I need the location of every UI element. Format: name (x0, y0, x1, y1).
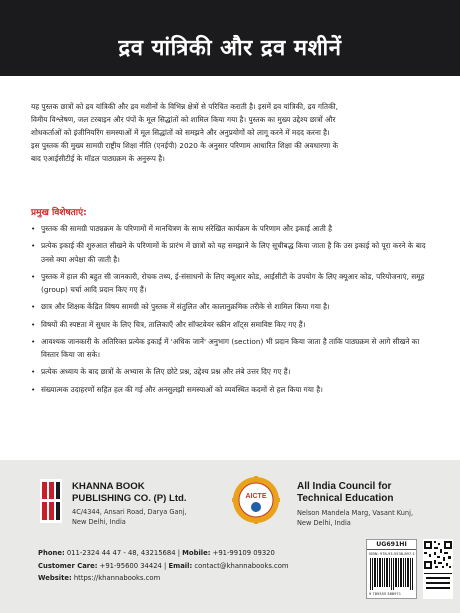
barcode-icon (370, 558, 413, 590)
email-label: Email: (168, 561, 193, 570)
feature-item: • प्रत्येक अध्याय के बाद छात्रों के अभ्यास के लिए छोटे प्रश्न, उद्देश्य प्रश्न और लंबे उत्तर दिए गए हैं। (31, 365, 439, 378)
aicte-address (297, 508, 413, 529)
feature-item: • विषयों की स्पष्टता में सुधार के लिए चित्र, तालिकाएँ और सॉफ्टवेयर स्क्रीन शॉट्स समाविष्ट किए गए हैं। (31, 318, 439, 331)
intro-line: बाद एआईसीटीई के मॉडल पाठ्यक्रम के अनुरूप है। (31, 154, 165, 164)
feature-item: • आवश्यक जानकारी के अतिरिक्त प्रत्येक इकाई में 'अधिक जानें' अनुभाग (section) भी प्रदान किया जाता है ताकि पाठ्यक्रम से आगे सीखने का विस्तार किया जा सके। (31, 335, 439, 362)
features-list (31, 222, 439, 400)
customer-care-label: Customer Care: (38, 561, 98, 570)
intro-paragraph (31, 100, 431, 165)
feature-item: • पुस्तक की सामग्री पाठ्यक्रम के परिणामों में मानचित्रण के साथ संरेखित कार्यक्रम के परिणाम और इकाई आती है (31, 222, 439, 235)
aicte-address-line: New Delhi, India (297, 519, 351, 528)
feature-item: • पुस्तक में हाल की बहुत सी जानकारी, रोचक तथ्य, ई-संसाधनों के लिए क्यूआर कोड, आईसीटी के उपयोग के लिए क्यूआर कोड, परियोजनाएं, समूह (group) चर्चा आदि प्रदान किए गए हैं। (31, 270, 439, 297)
intro-line: शोधकर्ताओं को इंजीनियरिंग समस्याओं में मूल सिद्धांतों को समझने और अनुप्रयोगों को लागू करने में मदद करना है। (31, 128, 330, 138)
contact-care-row: Customer Care: +91-95600 34424 | Email: contact@khannabooks.com (38, 561, 289, 570)
publisher-address (72, 507, 187, 528)
aicte-name (297, 481, 394, 505)
mobile-label: Mobile: (182, 549, 211, 557)
publisher-address-line: New Delhi, India (72, 518, 126, 527)
publisher-address-line: 4C/4344, Ansari Road, Darya Ganj, (72, 508, 187, 516)
publisher-name-line: PUBLISHING CO. (P) Ltd. (72, 493, 187, 504)
aicte-name-line: All India Council for (297, 481, 392, 492)
publisher-name-line: KHANNA BOOK (72, 481, 145, 492)
publisher-name (72, 481, 187, 505)
product-code: UG691HI (367, 540, 416, 550)
feature-item: • प्रत्येक इकाई की शुरुआत सीखने के परिणामों के प्रारंभ में छात्रों को यह समझाने के लिए सूचीबद्ध किया जाता है कि उस इकाई को पूरा करने के बाद उनसे क्या अपेक्षा की जाती है। (31, 239, 439, 266)
aicte-logo-text: AICTE (245, 493, 267, 500)
aicte-address-line: Nelson Mandela Marg, Vasant Kunj, (297, 509, 414, 517)
barcode-box (366, 539, 417, 599)
phone-label: Phone: (38, 549, 65, 557)
contact-block (38, 547, 289, 585)
features-heading: प्रमुख विशेषताएं: (31, 208, 87, 218)
intro-line: इस पुस्तक की मुख्य सामग्री राष्ट्रीय शिक्षा नीति (एनईपी) 2020 के अनुसार परिणाम आधारित शिक्षा की अवधारणा के (31, 141, 339, 151)
feature-item: • संख्यात्मक उदाहरणों सहित हल की गई और अनसुलझी समस्याओं को व्यवस्थित कदमों से हल किया गया है। (31, 383, 439, 396)
phone-value: 011-2324 44 47 - 48, 43215684 (66, 549, 176, 557)
email-value: contact@khannabooks.com (194, 561, 289, 570)
intro-line: विमीय विश्लेषण, जल टरबाइन और पंपों के मूल सिद्धांतों को शामिल किया गया है। पुस्तक का मुख्य उद्देश्य छात्रों और (31, 115, 336, 125)
feature-item: • छात्र और शिक्षक केंद्रित विषय सामग्री को पुस्तक में संतुलित और कालानुक्रमिक तरीके से शामिल किया गया है। (31, 300, 439, 313)
qr-code-icon (423, 539, 453, 599)
contact-web-row (38, 572, 289, 585)
barcode-digits: 9 789355 388971 (369, 592, 402, 596)
publisher-logo-icon (40, 479, 62, 523)
intro-line: यह पुस्तक छात्रों को द्रव यांत्रिकी और द्रव मशीनों के विभिन्न क्षेत्रों से परिचित कराती है। इसमें द्रव यांत्रिकी, द्रव गतिकी, (31, 102, 338, 111)
mobile-value: +91-99109 09320 (212, 549, 275, 557)
website-label: Website: (38, 574, 72, 582)
aicte-name-line: Technical Education (297, 493, 394, 504)
book-title: द्रव यांत्रिकी और द्रव मशीनें (118, 36, 342, 61)
isbn-text: ISBN: 978-93-5538-897-1 (369, 552, 415, 556)
website-value: https://khannabooks.com (73, 574, 161, 582)
customer-care-value: +91-95600 34424 (99, 561, 162, 570)
aicte-logo-icon (232, 476, 280, 524)
contact-phone-row: Phone: 011-2324 44 47 - 48, 43215684 | Mobile: +91-99109 09320 (38, 549, 275, 557)
